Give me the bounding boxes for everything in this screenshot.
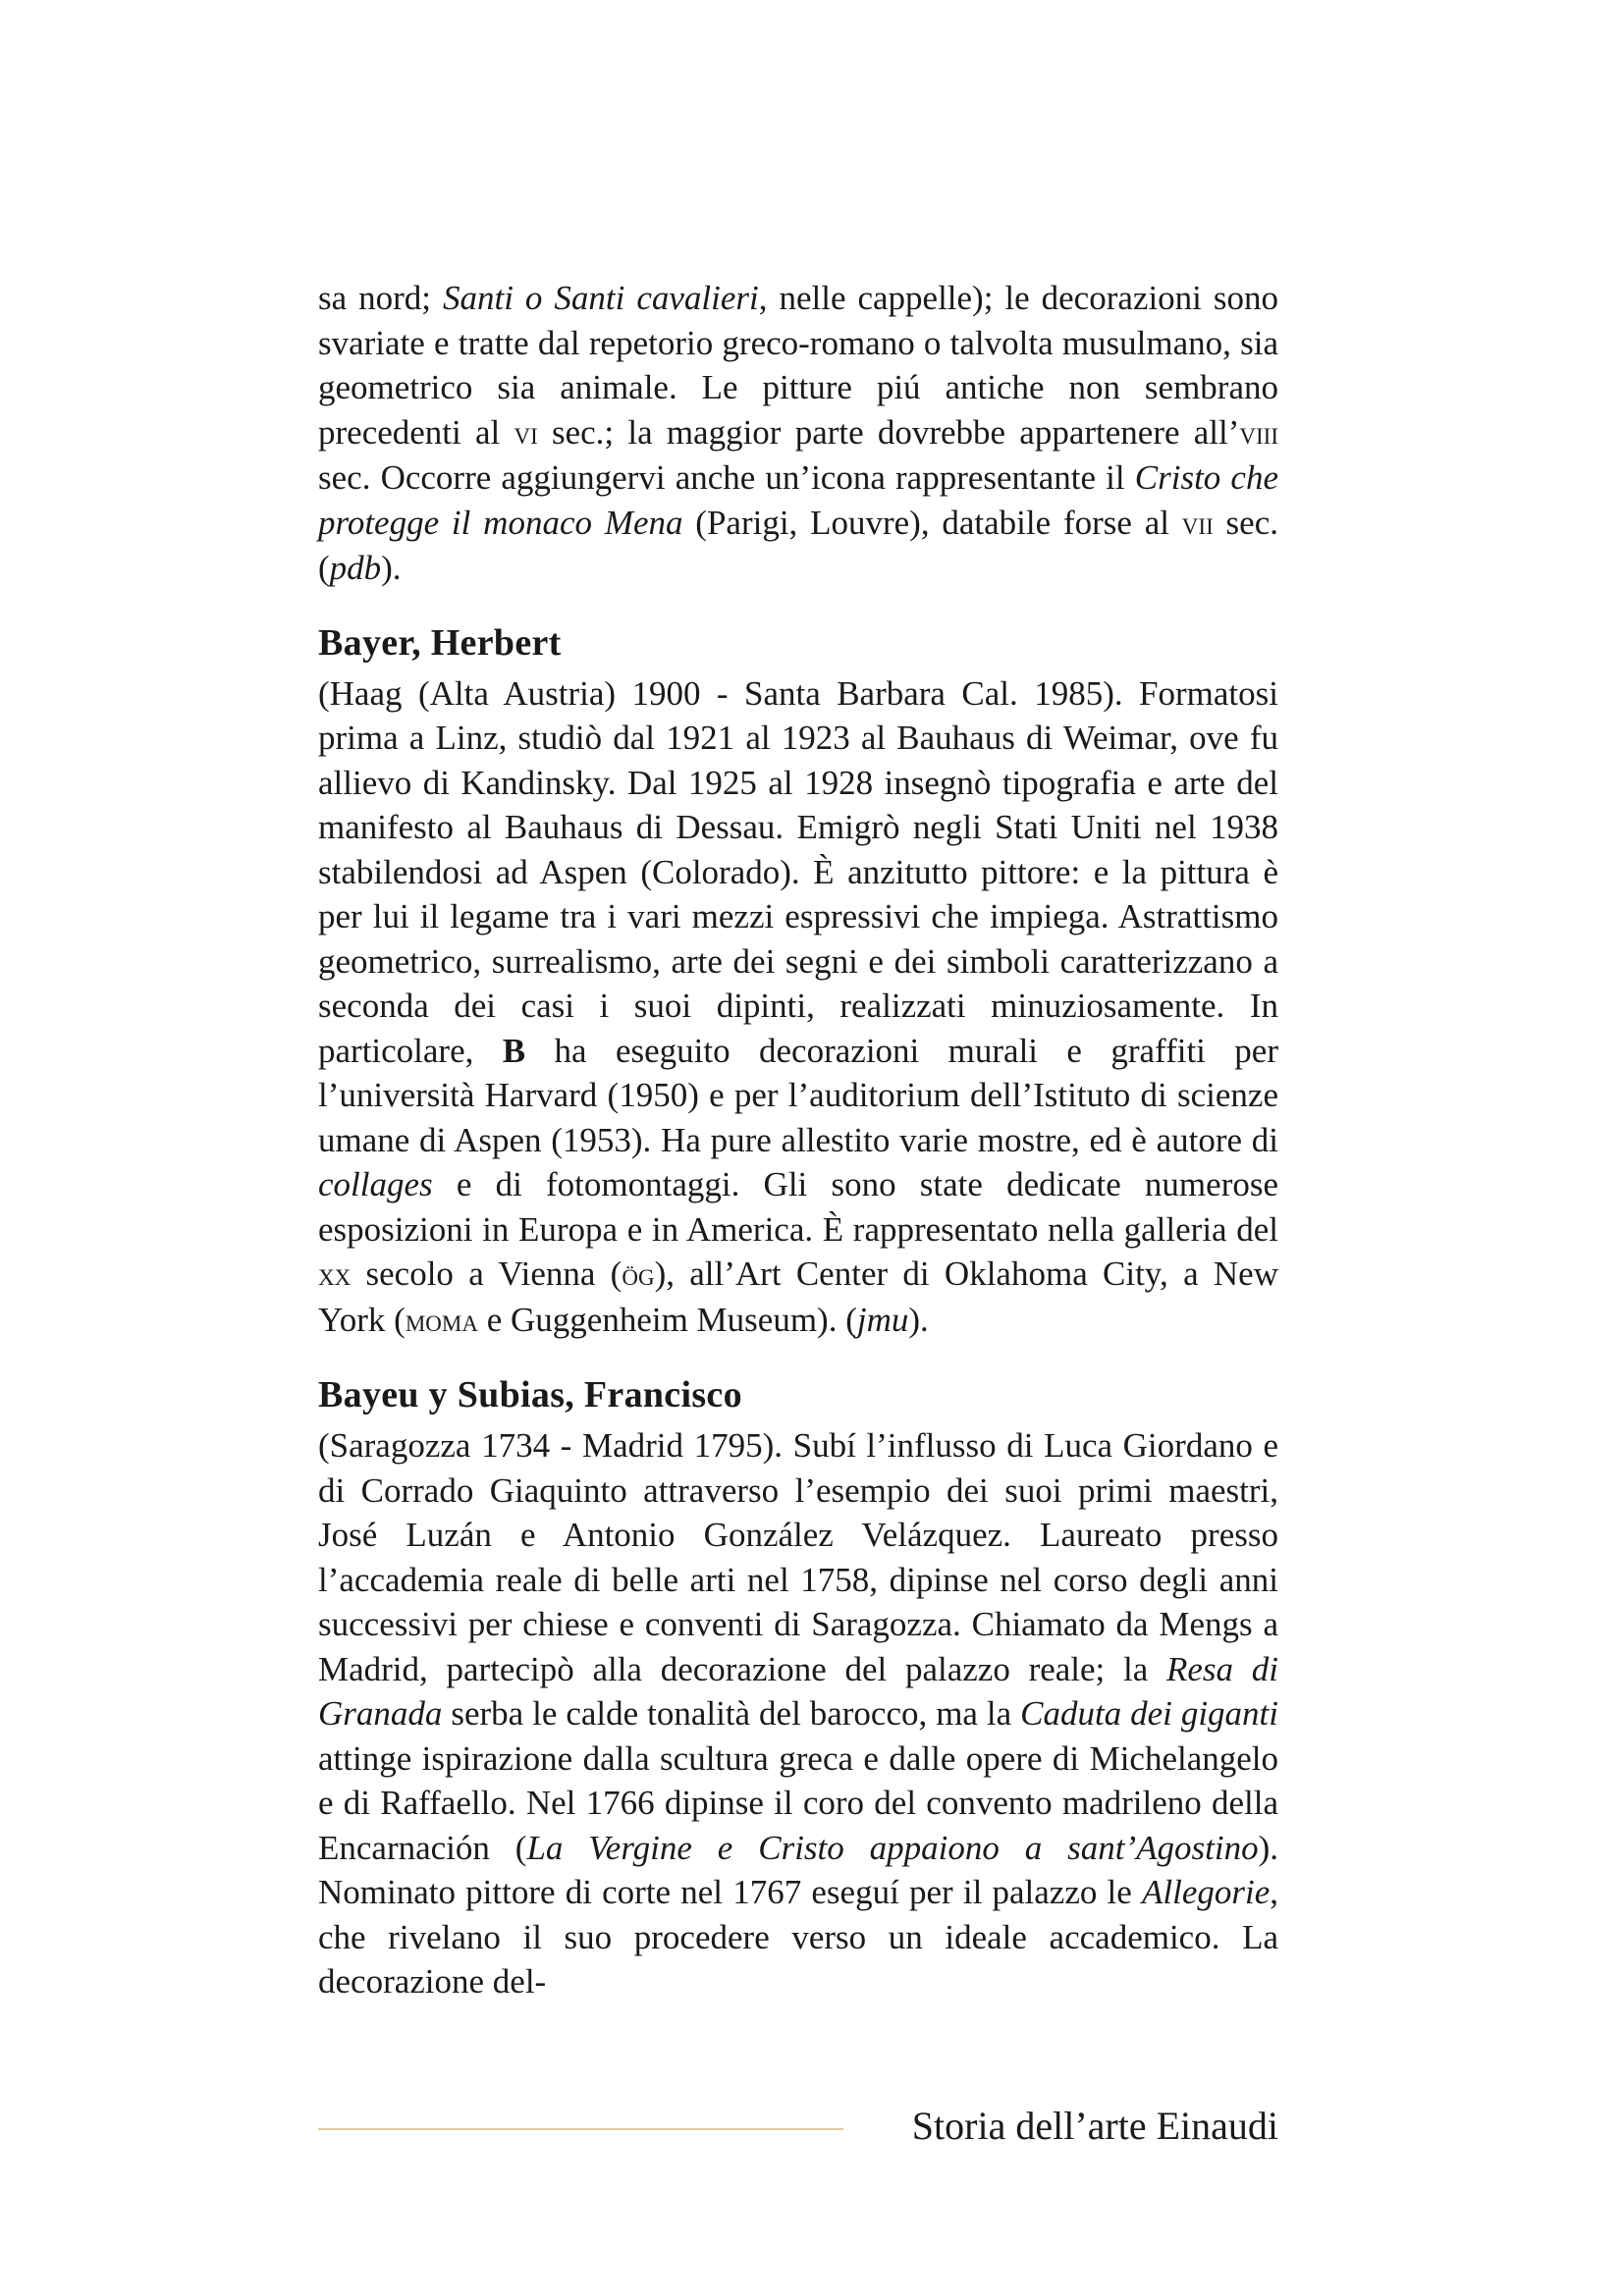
page-footer <box>318 2097 1278 2156</box>
text-run: sec. ( <box>318 503 1278 587</box>
text-run: (Saragozza 1734 - Madrid 1795). Subí l’influsso di Luca Giordano e di Corrado Giaquinto attraverso l’esempio dei suoi primi maestri, José Luzán e Antonio González Velázquez. Laureato presso l’accademia reale di belle arti nel 1758, dipinse nel corso degli anni successivi per chiese e conventi di Saragozza. Chiamato da Mengs a Madrid, partecipò alla decorazione del palazzo reale; la <box>318 1426 1278 1688</box>
italic-text: Resa di Granada <box>318 1649 1278 1733</box>
text-run: attinge ispirazione dalla scultura greca e dalle opere di Michelangelo e di Raffaello. Nel 1766 dipinse il coro del convento madrileno della Encarnación ( <box>318 1738 1278 1867</box>
small-caps-text: vi <box>514 414 538 452</box>
small-caps-text: viii <box>1239 414 1278 452</box>
bold-text: B <box>502 1031 526 1070</box>
italic-text: Caduta dei giganti <box>1020 1694 1279 1733</box>
text-run: sec.; la maggior parte dovrebbe appartenere all’ <box>537 412 1240 452</box>
small-caps-text: vii <box>1181 505 1214 542</box>
entry-body <box>318 671 1278 1344</box>
text-run: serba le calde tonalità del barocco, ma la <box>442 1694 1021 1733</box>
page-body <box>318 276 1278 2004</box>
small-caps-text: moma <box>405 1302 478 1339</box>
text-run: (Haag (Alta Austria) 1900 - Santa Barbara Cal. 1985). Formatosi prima a Linz, studiò dal 1921 al 1923 al Bauhaus di Weimar, ove fu allievo di Kandinsky. Dal 1925 al 1928 insegnò tipografia e arte del manifesto al Bauhaus di Dessau. Emigrò negli Stati Uniti nel 1938 stabilendosi ad Aspen (Colorado). È anzitutto pittore: e la pittura è per lui il legame tra i vari mezzi espressivi che impiega. Astrattismo geometrico, surrealismo, arte dei segni e dei simboli caratterizzano a seconda dei casi i suoi dipinti, realizzati minuziosamente. In particolare, <box>318 673 1278 1070</box>
entry-heading: Bayer, Herbert <box>318 621 562 664</box>
italic-text: pdb <box>329 549 382 587</box>
text-run: sa nord; <box>318 279 443 317</box>
text-run: , nelle cappelle); le decorazioni sono svariate e tratte dal repetorio greco-romano o talvolta musulmano, sia geometrico sia animale. Le pitture piú antiche non sembrano precedenti al <box>318 279 1278 452</box>
small-caps-text: ög <box>622 1256 655 1293</box>
italic-text: La Vergine e Cristo appaiono a sant’Agostino <box>526 1828 1259 1867</box>
italic-text: collages <box>318 1165 433 1203</box>
italic-text: jmu <box>856 1300 909 1339</box>
small-caps-text: xx <box>318 1256 352 1293</box>
entry-heading: Bayeu y Subias, Francisco <box>318 1374 742 1415</box>
text-run: ). <box>381 549 402 587</box>
text-run: sec. Occorre aggiungervi anche un’icona rappresentante il <box>318 458 1135 497</box>
text-run: ha eseguito decorazioni murali e graffiti per l’università Harvard (1950) e per l’auditorium dell’Istituto di scienze umane di Aspen (1953). Ha pure allestito varie mostre, ed è autore di <box>318 1031 1278 1159</box>
text-run: ), all’Art Center di Oklahoma City, a New York ( <box>318 1255 1278 1339</box>
text-run: ). Nominato pittore di corte nel 1767 eseguí per il palazzo le <box>318 1828 1278 1911</box>
text-run: e Guggenheim Museum). ( <box>477 1300 857 1339</box>
text-run: (Parigi, Louvre), databile forse al <box>682 503 1182 542</box>
prev-entry-continuation <box>318 276 1278 591</box>
text-run: secolo a Vienna ( <box>351 1255 622 1293</box>
footer-rule <box>318 2128 843 2130</box>
italic-text: Allegorie <box>1142 1873 1271 1911</box>
entry-bayeu <box>318 1372 1278 2004</box>
text-run: ). <box>908 1300 929 1339</box>
footer-title: Storia dell’arte Einaudi <box>911 2104 1278 2148</box>
italic-text: Santi o Santi cavalieri <box>443 279 759 317</box>
entry-bayer <box>318 620 1278 1344</box>
text-run: , che rivelano il suo procedere verso un ideale accademico. La decorazione del- <box>318 1873 1278 2001</box>
entry-body <box>318 1423 1278 2004</box>
text-run: e di fotomontaggi. Gli sono state dedicate numerose esposizioni in Europa e in America. È rappresentato nella galleria del <box>318 1165 1278 1249</box>
italic-text: Cristo che protegge il monaco Mena <box>318 458 1278 542</box>
